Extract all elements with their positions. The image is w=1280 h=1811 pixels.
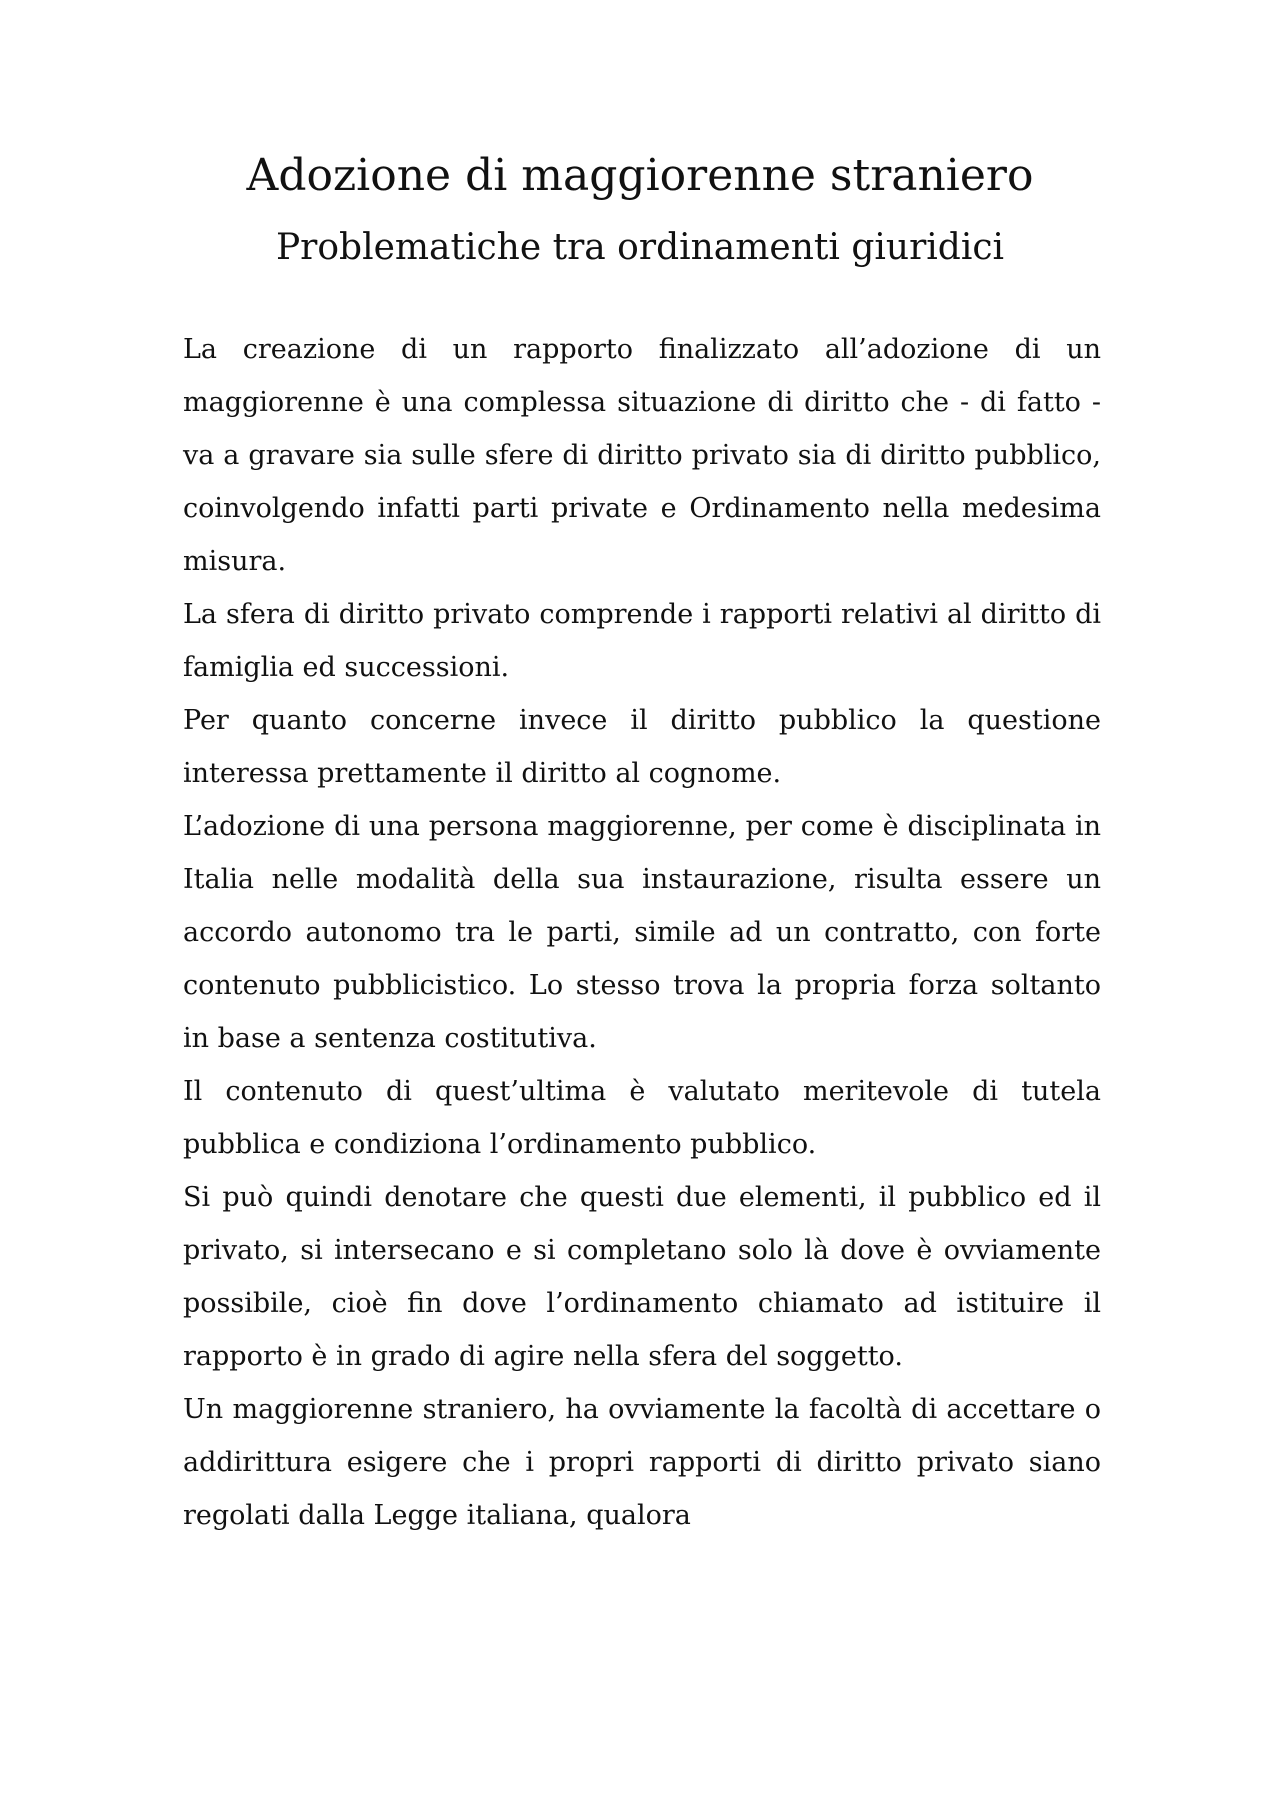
paragraph: La creazione di un rapporto finalizzato all’adozione di un maggiorenne è una complessa situazione di diritto che - di fatto - va a gravare sia sulle sfere di diritto privato sia di diritto pubblico, coinvolgendo infatti parti private e Ordinamento nella medesima misura.: [183, 334, 1101, 577]
document-title: Adozione di maggiorenne straniero: [246, 150, 1034, 201]
paragraph: Si può quindi denotare che questi due elementi, il pubblico ed il privato, si intersecano e si completano solo là dove è ovviamente possibile, cioè fin dove l’ordinamento chiamato ad istituire il rapporto è in grado di agire nella sfera del soggetto.: [183, 1182, 1101, 1372]
paragraph: L’adozione di una persona maggiorenne, per come è disciplinata in Italia nelle modalità della sua instaurazione, risulta essere un accordo autonomo tra le parti, simile ad un contratto, con forte contenuto pubblicistico. Lo stesso trova la propria forza soltanto in base a sentenza costitutiva.: [183, 811, 1101, 1054]
paragraph: Il contenuto di quest’ultima è valutato meritevole di tutela pubblica e condiziona l’ordinamento pubblico.: [183, 1076, 1101, 1160]
paragraph: Per quanto concerne invece il diritto pubblico la questione interessa prettamente il diritto al cognome.: [183, 705, 1101, 789]
paragraph: Un maggiorenne straniero, ha ovviamente la facoltà di accettare o addirittura esigere che i propri rapporti di diritto privato siano regolati dalla Legge italiana, qualora: [183, 1394, 1101, 1531]
document-subtitle: Problematiche tra ordinamenti giuridici: [275, 227, 1005, 268]
paragraph: La sfera di diritto privato comprende i rapporti relativi al diritto di famiglia ed successioni.: [183, 599, 1101, 683]
document-body: [183, 323, 1101, 1542]
